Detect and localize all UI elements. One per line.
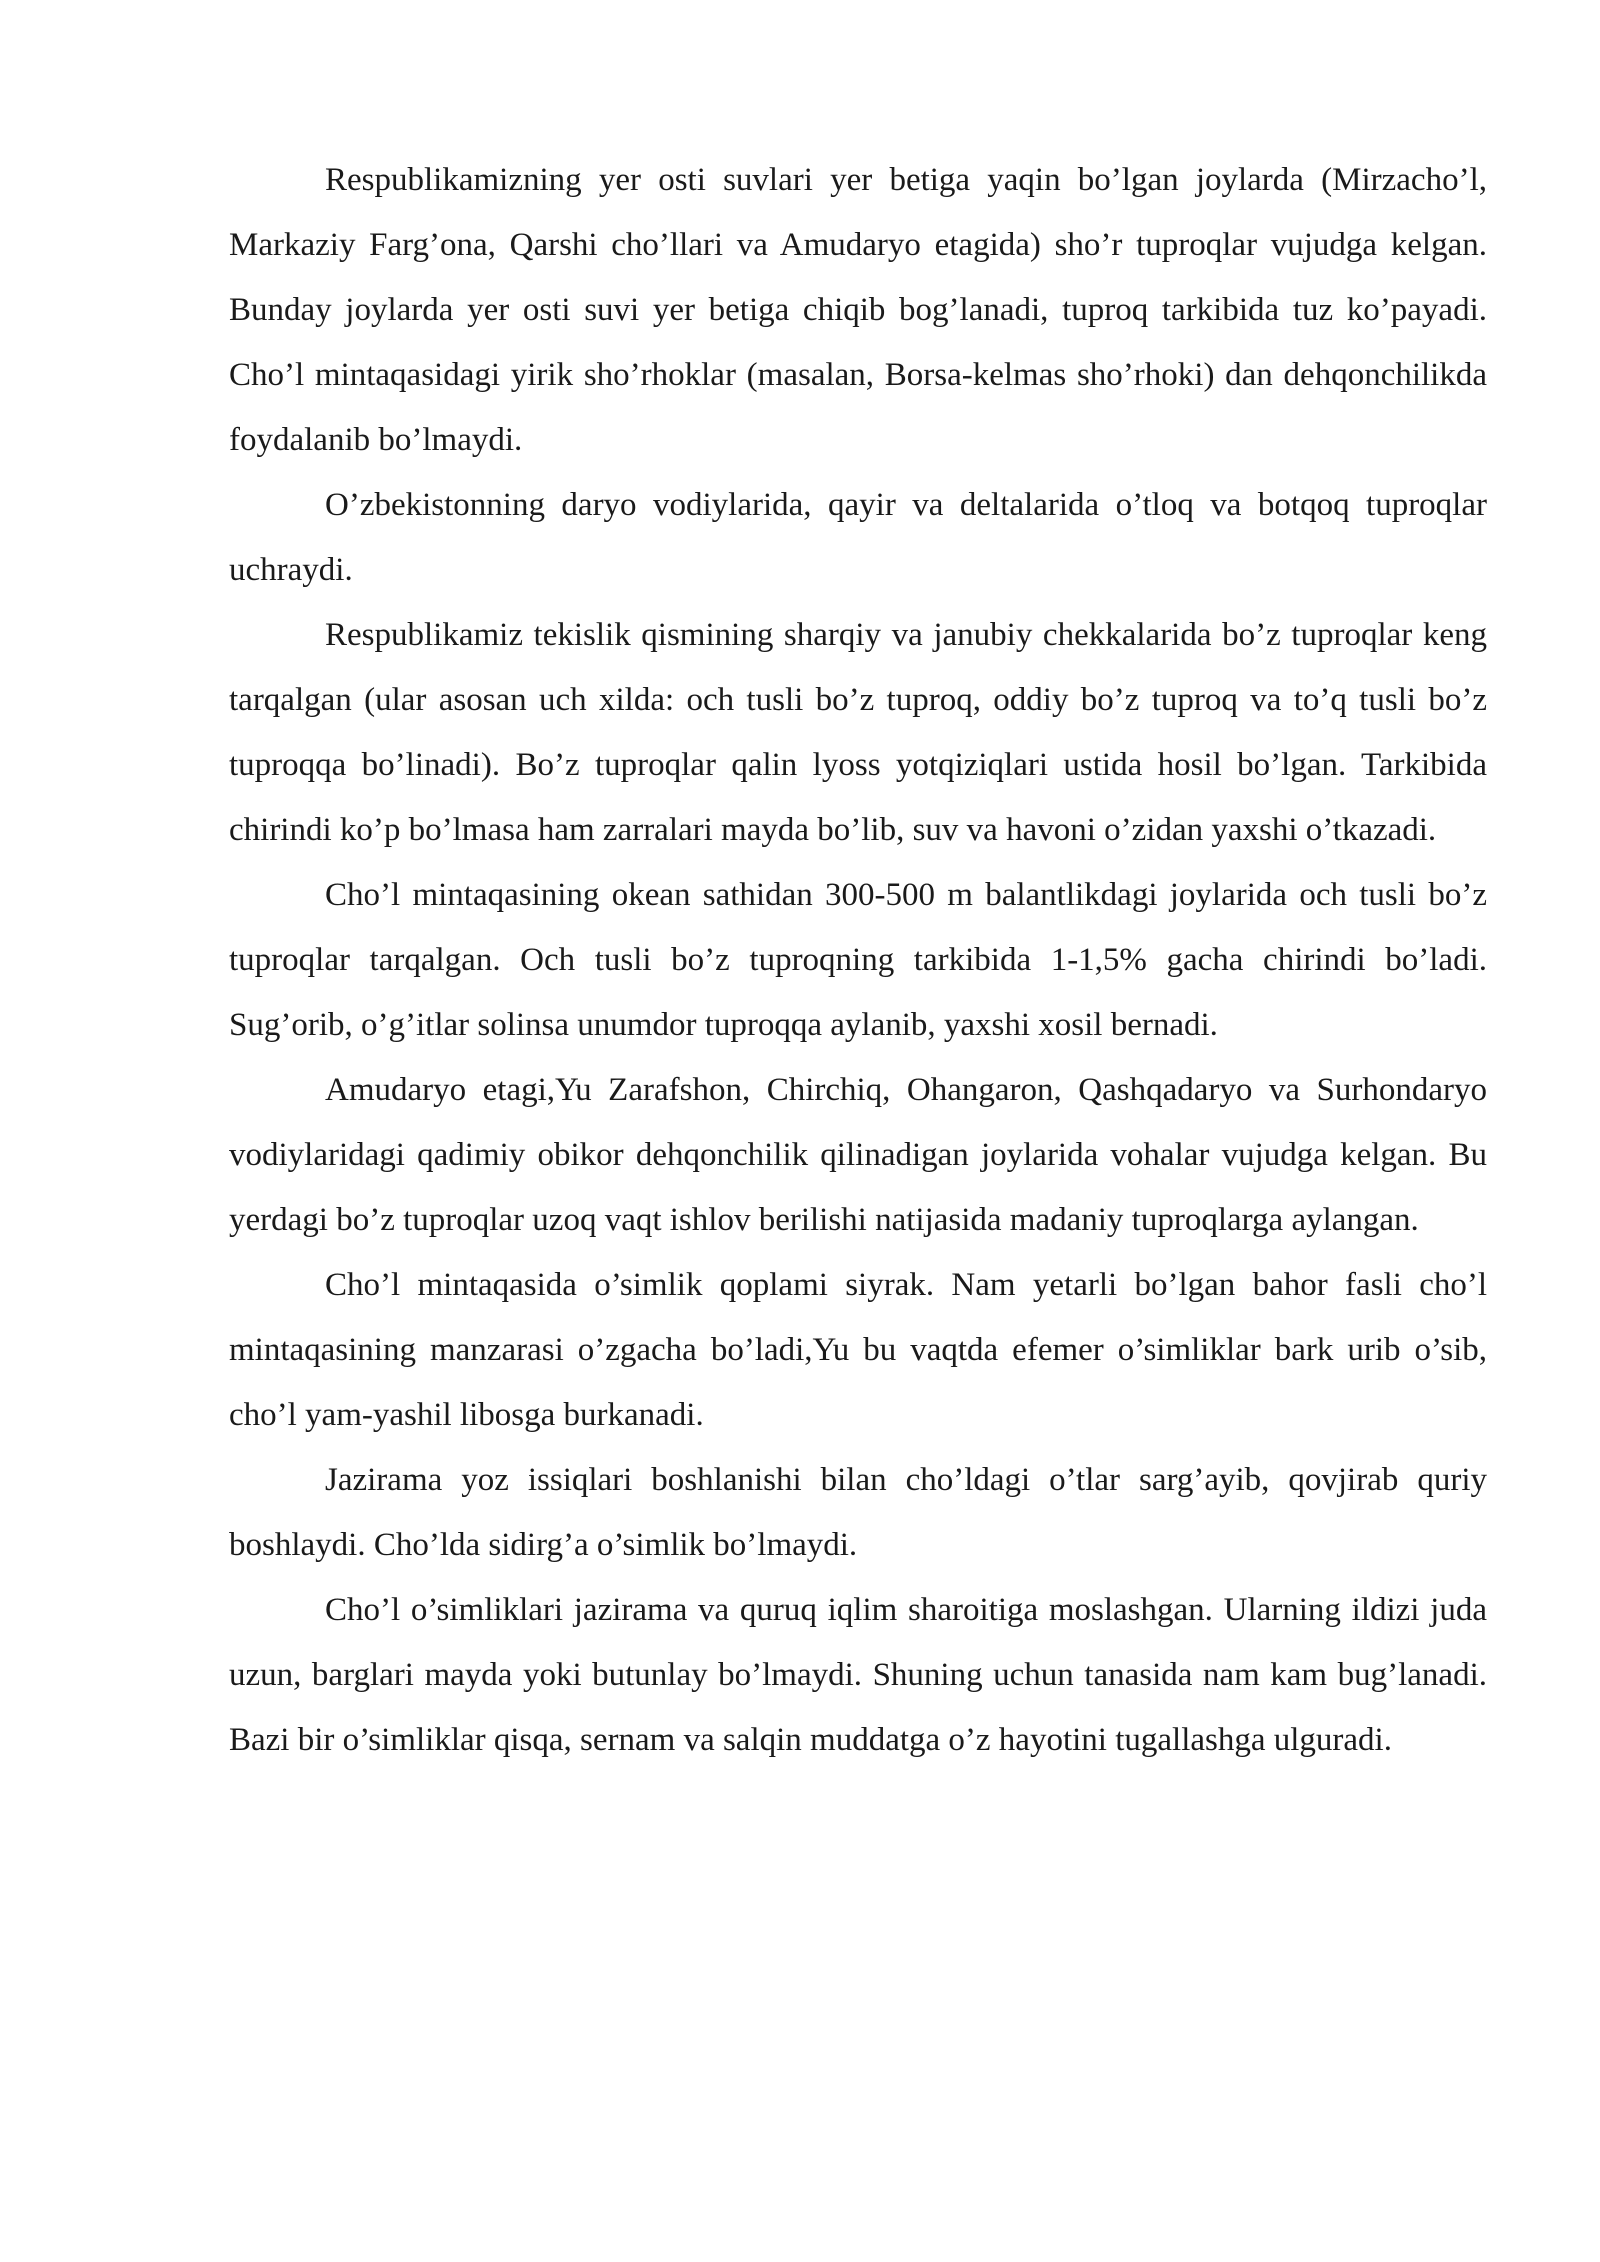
paragraph-4: Cho’l mintaqasining okean sathidan 300-500 m balantlikdagi joylarida och tusli bo’z tuproqlar tarqalgan. Och tusli bo’z tuproqning tarkibida 1-1,5% gacha chirindi bo’ladi. Sug’orib, o’g’itlar solinsa unumdor tuproqqa aylanib, yaxshi xosil bernadi. — [229, 877, 1487, 1043]
paragraph-8: Cho’l o’simliklari jazirama va quruq iqlim sharoitiga moslashgan. Ularning ildizi juda uzun, barglari mayda yoki butunlay bo’lmaydi. Shuning uchun tanasida nam kam bug’lanadi. Bazi bir o’simliklar qisqa, sernam va salqin muddatga o’z hayotini tugallashga ulguradi. — [229, 1592, 1487, 1758]
paragraph-3: Respublikamiz tekislik qismining sharqiy va janubiy chekkalarida bo’z tuproqlar keng tarqalgan (ular asosan uch xilda: och tusli bo’z tuproq, oddiy bo’z tuproq va to’q tusli bo’z tuproqqa bo’linadi). Bo’z tuproqlar qalin lyoss yotqiziqlari ustida hosil bo’lgan. Tarkibida chirindi ko’p bo’lmasa ham zarralari mayda bo’lib, suv va havoni o’zidan yaxshi o’tkazadi. — [229, 617, 1487, 848]
paragraph-2: O’zbekistonning daryo vodiylarida, qayir va deltalarida o’tloq va botqoq tuproqlar uchraydi. — [229, 487, 1487, 588]
paragraph-5: Amudaryo etagi,Yu Zarafshon, Chirchiq, Ohangaron, Qashqadaryo va Surhondaryo vodiylaridagi qadimiy obikor dehqonchilik qilinadigan joylarida vohalar vujudga kelgan. Bu yerdagi bo’z tuproqlar uzoq vaqt ishlov berilishi natijasida madaniy tuproqlarga aylangan. — [229, 1072, 1487, 1238]
paragraph-6: Cho’l mintaqasida o’simlik qoplami siyrak. Nam yetarli bo’lgan bahor fasli cho’l mintaqasining manzarasi o’zgacha bo’ladi,Yu bu vaqtda efemer o’simliklar bark urib o’sib, cho’l yam-yashil libosga burkanadi. — [229, 1267, 1487, 1433]
paragraph-7: Jazirama yoz issiqlari boshlanishi bilan cho’ldagi o’tlar sarg’ayib, qovjirab quriy boshlaydi. Cho’lda sidirg’a o’simlik bo’lmaydi. — [229, 1462, 1487, 1563]
document-body — [229, 148, 1487, 1773]
paragraph-1: Respublikamizning yer osti suvlari yer betiga yaqin bo’lgan joylarda (Mirzacho’l, Markaziy Farg’ona, Qarshi cho’llari va Amudaryo etagida) sho’r tuproqlar vujudga kelgan. Bunday joylarda yer osti suvi yer betiga chiqib bog’lanadi, tuproq tarkibida tuz ko’payadi. Cho’l mintaqasidagi yirik sho’rhoklar (masalan, Borsa-kelmas sho’rhoki) dan dehqonchilikda foydalanib bo’lmaydi. — [229, 162, 1487, 458]
